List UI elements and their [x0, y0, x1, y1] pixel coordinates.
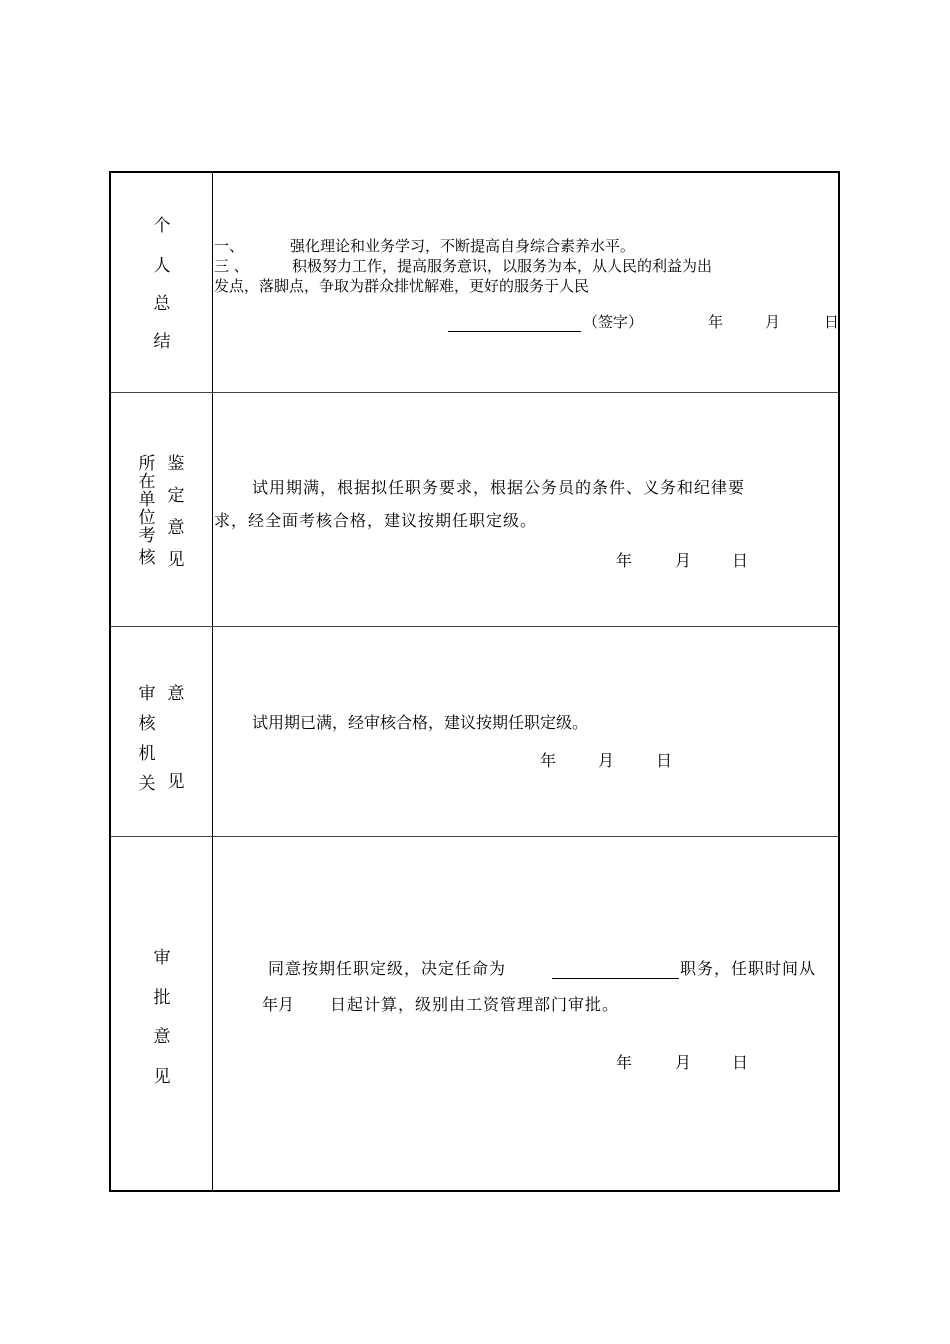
date-month: 月: [675, 1053, 692, 1072]
label-char: 在: [138, 472, 156, 492]
date-year: 年: [616, 1053, 633, 1072]
date-year: 年: [708, 313, 724, 331]
summary-item-text: 积极努力工作，提高服务意识，以服务为本，从人民的利益为出: [292, 257, 713, 275]
summary-item-number: 三 、: [214, 257, 249, 275]
signature-label: （签字）: [583, 313, 644, 331]
label-char: 审: [138, 684, 156, 704]
review-text: 试用期已满，经审核合格，建议按期任职定级。: [252, 713, 589, 732]
date-month: 月: [765, 313, 781, 331]
summary-item-text: 发点，落脚点，争取为群众排忧解难，更好的服务于人民: [214, 277, 590, 295]
row-divider-2: [111, 626, 838, 627]
label-char: 个: [153, 216, 171, 236]
approval-text: 同意按期任职定级，决定任命为: [268, 959, 507, 978]
signature-line: [448, 312, 581, 332]
label-char: 见: [153, 1067, 171, 1087]
summary-item-text: 强化理论和业务学习，不断提高自身综合素养水平。: [290, 237, 636, 255]
label-char: 见: [167, 772, 185, 792]
label-char: 批: [153, 988, 171, 1008]
date-day: 日: [824, 313, 840, 331]
label-char: 审: [153, 948, 171, 968]
row-divider-3: [111, 836, 838, 837]
label-column-divider: [212, 173, 213, 1190]
date-month: 月: [598, 751, 615, 770]
approval-text: 职务，任职时间从: [680, 959, 817, 978]
label-char: 考: [138, 526, 156, 546]
position-blank: [552, 959, 679, 979]
label-char: 结: [153, 332, 171, 352]
appraisal-text: 试用期满，根据拟任职务要求，根据公务员的条件、义务和纪律要: [252, 478, 746, 497]
label-char: 见: [167, 550, 185, 570]
approval-text: 日起计算，级别由工资管理部门审批。: [330, 995, 620, 1014]
label-char: 意: [153, 1027, 171, 1047]
label-char: 单: [138, 490, 156, 510]
summary-item-number: 一、: [214, 237, 245, 255]
probation-review-form: [109, 171, 840, 1192]
label-char: 总: [153, 294, 171, 314]
approval-text: 年月: [262, 995, 295, 1014]
date-day: 日: [656, 751, 673, 770]
label-char: 鉴: [167, 454, 185, 474]
label-char: 位: [138, 508, 156, 528]
label-char: 关: [138, 774, 156, 794]
row-divider-1: [111, 392, 838, 393]
label-char: 定: [167, 486, 185, 506]
label-char: 核: [138, 548, 156, 568]
label-char: 人: [153, 256, 171, 276]
label-char: 机: [138, 744, 156, 764]
date-day: 日: [732, 1053, 749, 1072]
appraisal-text: 求，经全面考核合格，建议按期任职定级。: [214, 511, 538, 530]
date-year: 年: [540, 751, 557, 770]
label-char: 核: [138, 714, 156, 734]
label-char: 所: [138, 454, 156, 474]
date-year: 年: [616, 551, 633, 570]
date-month: 月: [675, 551, 692, 570]
label-char: 意: [167, 518, 185, 538]
date-day: 日: [732, 551, 749, 570]
label-char: 意: [167, 684, 185, 704]
